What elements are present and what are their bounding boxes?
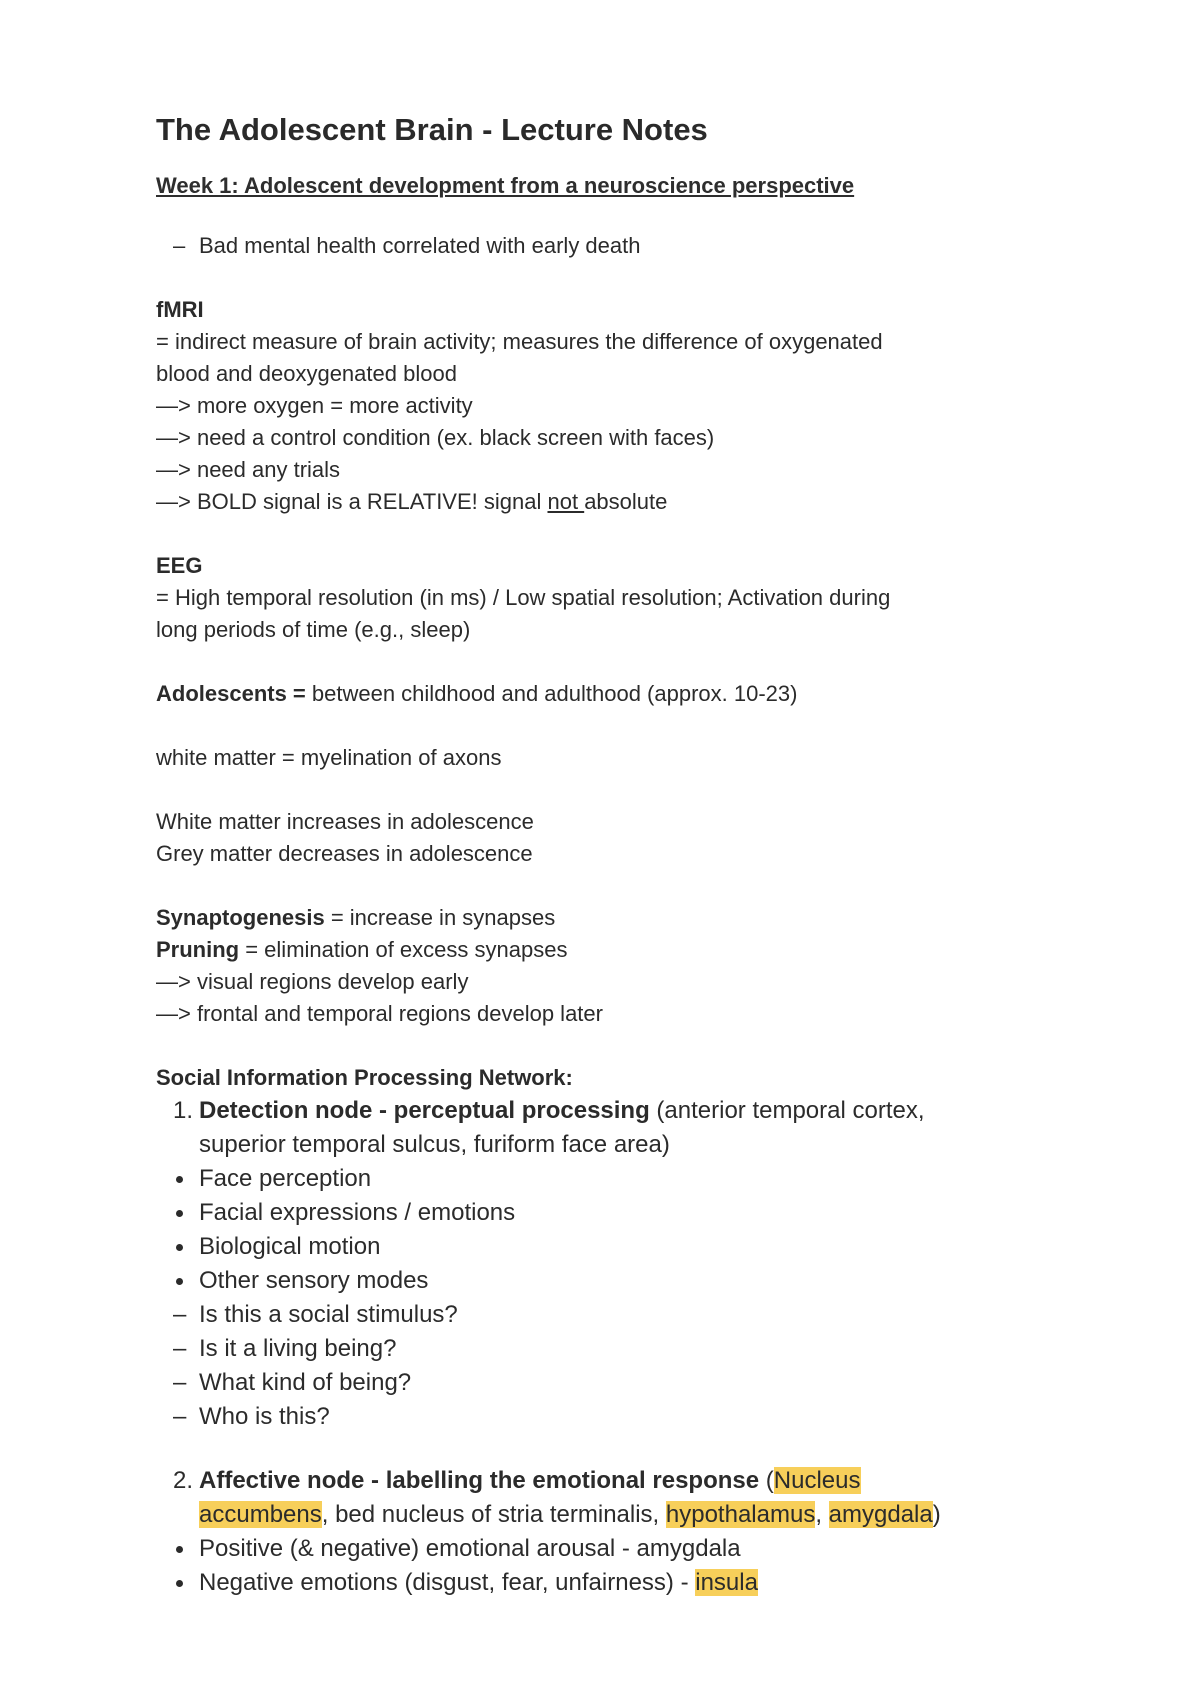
numbered-item: 1. Detection node - perceptual processing (anterior temporal cortex, superior temporal sulcus, furiform face area) <box>173 1097 925 1158</box>
synaptogenesis-definition: Synaptogenesis = increase in synapses <box>156 905 556 930</box>
eeg-line: = High temporal resolution (in ms) / Low spatial resolution; Activation during <box>156 585 891 610</box>
highlight: accumbens <box>199 1501 322 1528</box>
fmri-line: —> need any trials <box>156 457 341 482</box>
highlight: hypothalamus <box>665 1501 816 1528</box>
bullet-item: Facial expressions / emotions <box>156 1196 1056 1230</box>
synapse-line: —> frontal and temporal regions develop later <box>156 1001 603 1026</box>
document-title: The Adolescent Brain - Lecture Notes <box>156 112 708 147</box>
fmri-line: —> more oxygen = more activity <box>156 393 473 418</box>
highlight: insula <box>695 1569 758 1596</box>
highlight: Nucleus <box>773 1467 861 1494</box>
underlined-word: not <box>547 489 585 514</box>
bullet-item: Other sensory modes <box>156 1264 1056 1298</box>
matter-change: White matter increases in adolescence <box>156 809 534 834</box>
highlight: amygdala <box>828 1501 933 1528</box>
fmri-line: blood and deoxygenated blood <box>156 361 457 386</box>
pruning-definition: Pruning = elimination of excess synapses <box>156 937 568 962</box>
numbered-item: 2. Affective node - labelling the emotional response (Nucleus accumbens, bed nucleus of stria terminalis, hypothalamus, amygdala) <box>173 1467 941 1528</box>
eeg-heading: EEG <box>156 553 203 578</box>
bullet-item: Positive (& negative) emotional arousal - amygdala <box>156 1532 1056 1566</box>
adolescents-definition: Adolescents = between childhood and adulthood (approx. 10-23) <box>156 681 798 706</box>
dash-item: – Is it a living being? <box>156 1332 1056 1366</box>
week-heading: Week 1: Adolescent development from a neuroscience perspective <box>156 173 855 198</box>
fmri-heading: fMRI <box>156 297 204 322</box>
bullet-item: Biological motion <box>156 1230 1056 1264</box>
matter-change: Grey matter decreases in adolescence <box>156 841 533 866</box>
intro-item: – Bad mental health correlated with early death <box>156 230 1056 262</box>
synapse-line: —> visual regions develop early <box>156 969 469 994</box>
fmri-line: —> need a control condition (ex. black screen with faces) <box>156 425 715 450</box>
white-matter-definition: white matter = myelination of axons <box>156 745 502 770</box>
sipn-heading: Social Information Processing Network: <box>156 1065 573 1090</box>
eeg-line: long periods of time (e.g., sleep) <box>156 617 471 642</box>
dash-item: – Who is this? <box>156 1400 1056 1434</box>
dash-item: – What kind of being? <box>156 1366 1056 1400</box>
bullet-item: Face perception <box>156 1162 1056 1196</box>
dash-item: – Is this a social stimulus? <box>156 1298 1056 1332</box>
fmri-bold-line: —> BOLD signal is a RELATIVE! signal not absolute <box>156 489 668 514</box>
bullet-item: Negative emotions (disgust, fear, unfairness) - insula <box>156 1566 1056 1600</box>
fmri-line: = indirect measure of brain activity; measures the difference of oxygenated <box>156 329 883 354</box>
lecture-notes <box>156 104 1056 1600</box>
